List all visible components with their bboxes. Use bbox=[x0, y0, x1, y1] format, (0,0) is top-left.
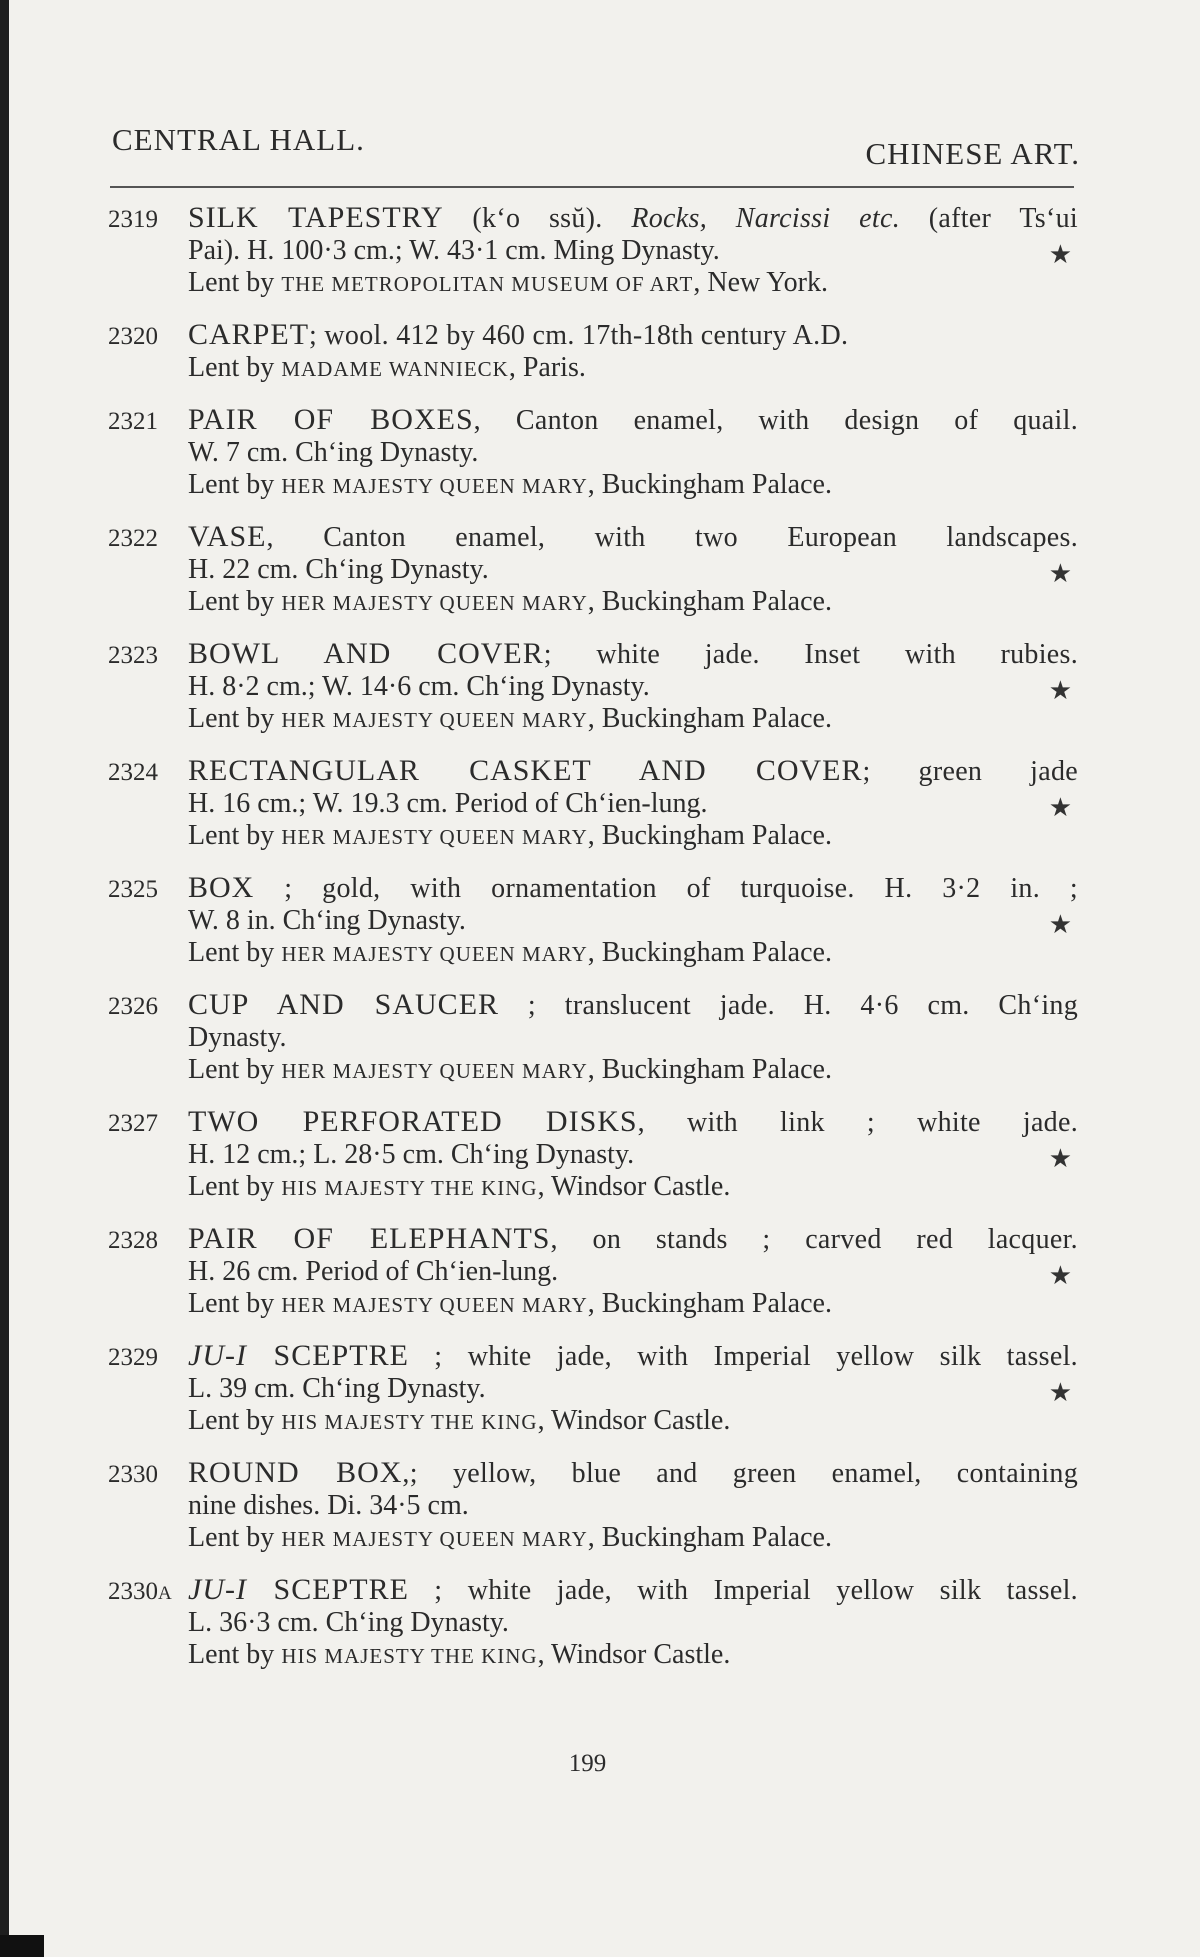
entry-description-tail: (after Ts‘ui bbox=[900, 203, 1079, 234]
entry-title-line bbox=[188, 1457, 1078, 1490]
entry-dimensions: W. 7 cm. Ch‘ing Dynasty. bbox=[188, 437, 479, 468]
entry-number-value: 2330 bbox=[108, 1461, 158, 1488]
entry-number bbox=[108, 640, 158, 672]
entry-number bbox=[108, 1225, 158, 1257]
catalogue-entry bbox=[108, 1574, 1078, 1672]
entry-number-value: 2323 bbox=[108, 642, 158, 669]
lender-place: , Buckingham Palace. bbox=[587, 820, 832, 851]
entry-detail-line bbox=[188, 905, 1078, 937]
entry-description: , on stands ; carved red lacquer. bbox=[550, 1224, 1078, 1255]
entry-number-value: 2319 bbox=[108, 206, 158, 233]
entry-detail-line bbox=[188, 1607, 1078, 1639]
lender-place: , Windsor Castle. bbox=[537, 1405, 731, 1436]
catalogue-entry bbox=[108, 755, 1078, 853]
catalogue-entry bbox=[108, 989, 1078, 1087]
lender-place: , Buckingham Palace. bbox=[587, 586, 832, 617]
lender-name: HIS MAJESTY THE KING bbox=[281, 1644, 538, 1668]
lender-name: MADAME WANNIECK bbox=[281, 357, 509, 381]
entry-number-value: 2322 bbox=[108, 525, 158, 552]
entry-title-line bbox=[188, 202, 1078, 235]
lent-by-label: Lent by bbox=[188, 1288, 282, 1319]
entry-description: , Canton enamel, with design of quail. bbox=[473, 405, 1078, 436]
entry-dimensions: nine dishes. Di. 34·5 cm. bbox=[188, 1490, 469, 1521]
lender-place: , Buckingham Palace. bbox=[587, 703, 832, 734]
entry-title: TWO PERFORATED DISKS bbox=[188, 1105, 638, 1138]
entry-dimensions: Pai). H. 100·3 cm.; W. 43·1 cm. Ming Dynasty. bbox=[188, 235, 720, 266]
entry-detail-line bbox=[188, 1022, 1078, 1054]
running-head-left: CENTRAL HALL. bbox=[112, 122, 365, 157]
lender-place: , Buckingham Palace. bbox=[587, 937, 832, 968]
entry-title: PAIR OF BOXES bbox=[188, 403, 474, 436]
lender-name: HER MAJESTY QUEEN MARY bbox=[281, 825, 588, 849]
entry-title-line bbox=[188, 872, 1078, 905]
entry-lender-line bbox=[188, 1405, 1078, 1438]
entry-detail-line bbox=[188, 554, 1078, 586]
entry-lender-line bbox=[188, 352, 1078, 385]
entry-subject: Rocks, Narcissi etc. bbox=[631, 203, 900, 234]
entry-description: ; white jade. Inset with rubies. bbox=[543, 639, 1079, 670]
entry-number-value: 2328 bbox=[108, 1227, 158, 1254]
entry-number bbox=[108, 991, 158, 1023]
entry-title: BOWL AND COVER bbox=[188, 637, 544, 670]
catalogue-entry bbox=[108, 1223, 1078, 1321]
entry-title: BOX bbox=[188, 871, 255, 904]
entry-title-line bbox=[188, 319, 1078, 352]
entry-lender-line bbox=[188, 267, 1078, 300]
entry-title-italic: JU-I bbox=[188, 1573, 247, 1606]
entry-lender-line bbox=[188, 1171, 1078, 1204]
entry-description: (k‘o ssŭ). bbox=[443, 203, 632, 234]
entry-dimensions: H. 8·2 cm.; W. 14·6 cm. Ch‘ing Dynasty. bbox=[188, 671, 650, 702]
catalogue-entry bbox=[108, 872, 1078, 970]
entry-title-line bbox=[188, 1223, 1078, 1256]
lender-place: , Windsor Castle. bbox=[537, 1639, 731, 1670]
entry-description: ; white jade, with Imperial yellow silk tassel. bbox=[408, 1575, 1078, 1606]
entry-description-tail: A.D. bbox=[792, 320, 849, 351]
lender-place: , Buckingham Palace. bbox=[587, 1054, 832, 1085]
entry-number bbox=[108, 874, 158, 906]
entry-dimensions: W. 8 in. Ch‘ing Dynasty. bbox=[188, 905, 466, 936]
lent-by-label: Lent by bbox=[188, 267, 282, 298]
star-icon: ★ bbox=[1048, 1378, 1072, 1407]
entry-number-value: 2330 bbox=[108, 1578, 158, 1605]
entry-title-line bbox=[188, 638, 1078, 671]
entry-dimensions: H. 26 cm. Period of Ch‘ien-lung. bbox=[188, 1256, 559, 1287]
page-number: 199 bbox=[568, 1750, 607, 1777]
lender-name: HER MAJESTY QUEEN MARY bbox=[281, 474, 588, 498]
entry-number-value: 2321 bbox=[108, 408, 158, 435]
entry-detail-line bbox=[188, 1490, 1078, 1522]
entry-title-line bbox=[188, 1574, 1078, 1607]
entry-title: PAIR OF ELEPHANTS bbox=[188, 1222, 551, 1255]
lent-by-label: Lent by bbox=[188, 586, 282, 617]
entry-lender-line bbox=[188, 820, 1078, 853]
running-head-right: CHINESE ART. bbox=[865, 136, 1080, 171]
entry-title-italic: JU-I bbox=[188, 1339, 247, 1372]
running-head bbox=[112, 122, 1080, 182]
entry-number-suffix: A bbox=[158, 1583, 172, 1604]
entry-number-value: 2320 bbox=[108, 323, 158, 350]
entry-dimensions: H. 12 cm.; L. 28·5 cm. Ch‘ing Dynasty. bbox=[188, 1139, 635, 1170]
entry-title: CUP AND SAUCER bbox=[188, 988, 500, 1021]
lender-place: , Buckingham Palace. bbox=[587, 1288, 832, 1319]
entry-description: ; wool. 412 by 460 cm. 17th-18th century bbox=[309, 320, 793, 351]
catalogue-entry bbox=[108, 1457, 1078, 1555]
lender-place: , New York. bbox=[693, 267, 828, 298]
star-icon: ★ bbox=[1048, 793, 1072, 822]
lender-name: HER MAJESTY QUEEN MARY bbox=[281, 942, 588, 966]
lent-by-label: Lent by bbox=[188, 937, 282, 968]
entry-lender-line bbox=[188, 1288, 1078, 1321]
entry-lender-line bbox=[188, 469, 1078, 502]
entry-title: SCEPTRE bbox=[246, 1573, 409, 1606]
entry-description: , with link ; white jade. bbox=[637, 1107, 1078, 1138]
entry-title: CARPET bbox=[188, 318, 310, 351]
lent-by-label: Lent by bbox=[188, 1171, 282, 1202]
entry-lender-line bbox=[188, 703, 1078, 736]
entry-number-value: 2327 bbox=[108, 1110, 158, 1137]
lender-name: HIS MAJESTY THE KING bbox=[281, 1410, 538, 1434]
entry-number bbox=[108, 1459, 158, 1491]
lender-name: HER MAJESTY QUEEN MARY bbox=[281, 708, 588, 732]
lent-by-label: Lent by bbox=[188, 469, 282, 500]
lender-name: HER MAJESTY QUEEN MARY bbox=[281, 591, 588, 615]
entry-title-line bbox=[188, 1340, 1078, 1373]
lender-place: , Buckingham Palace. bbox=[587, 469, 832, 500]
entry-title-line bbox=[188, 404, 1078, 437]
catalogue-entries bbox=[108, 202, 1078, 1691]
entry-description: ; white jade, with Imperial yellow silk tassel. bbox=[408, 1341, 1078, 1372]
entry-number bbox=[108, 1342, 158, 1374]
star-icon: ★ bbox=[1048, 559, 1072, 588]
star-icon: ★ bbox=[1048, 1144, 1072, 1173]
lent-by-label: Lent by bbox=[188, 1405, 282, 1436]
lent-by-label: Lent by bbox=[188, 1522, 282, 1553]
lender-name: HER MAJESTY QUEEN MARY bbox=[281, 1527, 588, 1551]
entry-detail-line bbox=[188, 788, 1078, 820]
catalogue-entry bbox=[108, 521, 1078, 619]
entry-number-value: 2325 bbox=[108, 876, 158, 903]
catalogue-entry bbox=[108, 404, 1078, 502]
entry-title-line bbox=[188, 521, 1078, 554]
catalogue-entry bbox=[108, 638, 1078, 736]
catalogue-entry bbox=[108, 202, 1078, 300]
star-icon: ★ bbox=[1048, 910, 1072, 939]
entry-dimensions: L. 39 cm. Ch‘ing Dynasty. bbox=[188, 1373, 486, 1404]
header-rule bbox=[110, 186, 1074, 188]
entry-detail-line bbox=[188, 1139, 1078, 1171]
lender-name: HER MAJESTY QUEEN MARY bbox=[281, 1059, 588, 1083]
entry-number-value: 2324 bbox=[108, 759, 158, 786]
entry-title: ROUND BOX bbox=[188, 1456, 403, 1489]
lender-place: , Paris. bbox=[508, 352, 586, 383]
book-spine-edge bbox=[0, 0, 9, 1957]
entry-number-value: 2329 bbox=[108, 1344, 158, 1371]
entry-lender-line bbox=[188, 937, 1078, 970]
entry-dimensions: H. 16 cm.; W. 19.3 cm. Period of Ch‘ien-lung. bbox=[188, 788, 708, 819]
entry-description: ; gold, with ornamentation of turquoise. H. 3·2 in. ; bbox=[254, 873, 1078, 904]
entry-number-value: 2326 bbox=[108, 993, 158, 1020]
entry-title: VASE bbox=[188, 520, 267, 553]
entry-description: ; green jade bbox=[862, 756, 1078, 787]
entry-description: ,; yellow, blue and green enamel, containing bbox=[402, 1458, 1078, 1489]
entry-number bbox=[108, 321, 158, 353]
lent-by-label: Lent by bbox=[188, 703, 282, 734]
lent-by-label: Lent by bbox=[188, 352, 282, 383]
entry-lender-line bbox=[188, 1054, 1078, 1087]
entry-title: SILK TAPESTRY bbox=[188, 201, 444, 234]
entry-number bbox=[108, 204, 158, 236]
entry-number bbox=[108, 1108, 158, 1140]
entry-description: ; translucent jade. H. 4·6 cm. Ch‘ing bbox=[499, 990, 1078, 1021]
lender-place: , Windsor Castle. bbox=[537, 1171, 731, 1202]
entry-dimensions: L. 36·3 cm. Ch‘ing Dynasty. bbox=[188, 1607, 509, 1638]
entry-detail-line bbox=[188, 1373, 1078, 1405]
page-corner-shadow bbox=[0, 1935, 44, 1957]
entry-detail-line bbox=[188, 671, 1078, 703]
entry-title: RECTANGULAR CASKET AND COVER bbox=[188, 754, 863, 787]
entry-title: SCEPTRE bbox=[246, 1339, 409, 1372]
entry-number bbox=[108, 1576, 172, 1610]
entry-title-line bbox=[188, 989, 1078, 1022]
entry-number bbox=[108, 523, 158, 555]
entry-dimensions: Dynasty. bbox=[188, 1022, 287, 1053]
star-icon: ★ bbox=[1048, 676, 1072, 705]
star-icon: ★ bbox=[1048, 240, 1072, 269]
catalogue-entry bbox=[108, 1340, 1078, 1438]
entry-description: , Canton enamel, with two European landscapes. bbox=[266, 522, 1078, 553]
catalogue-entry bbox=[108, 1106, 1078, 1204]
star-icon: ★ bbox=[1048, 1261, 1072, 1290]
lender-name: HIS MAJESTY THE KING bbox=[281, 1176, 538, 1200]
entry-lender-line bbox=[188, 1522, 1078, 1555]
entry-dimensions: H. 22 cm. Ch‘ing Dynasty. bbox=[188, 554, 489, 585]
entry-title-line bbox=[188, 1106, 1078, 1139]
entry-lender-line bbox=[188, 1639, 1078, 1672]
entry-detail-line bbox=[188, 235, 1078, 267]
lender-name: THE METROPOLITAN MUSEUM OF ART bbox=[281, 272, 694, 296]
catalogue-entry bbox=[108, 319, 1078, 385]
lender-place: , Buckingham Palace. bbox=[587, 1522, 832, 1553]
entry-detail-line bbox=[188, 1256, 1078, 1288]
entry-number bbox=[108, 757, 158, 789]
entry-title-line bbox=[188, 755, 1078, 788]
lent-by-label: Lent by bbox=[188, 1639, 282, 1670]
entry-detail-line bbox=[188, 437, 1078, 469]
lent-by-label: Lent by bbox=[188, 1054, 282, 1085]
lender-name: HER MAJESTY QUEEN MARY bbox=[281, 1293, 588, 1317]
entry-number bbox=[108, 406, 158, 438]
lent-by-label: Lent by bbox=[188, 820, 282, 851]
entry-lender-line bbox=[188, 586, 1078, 619]
